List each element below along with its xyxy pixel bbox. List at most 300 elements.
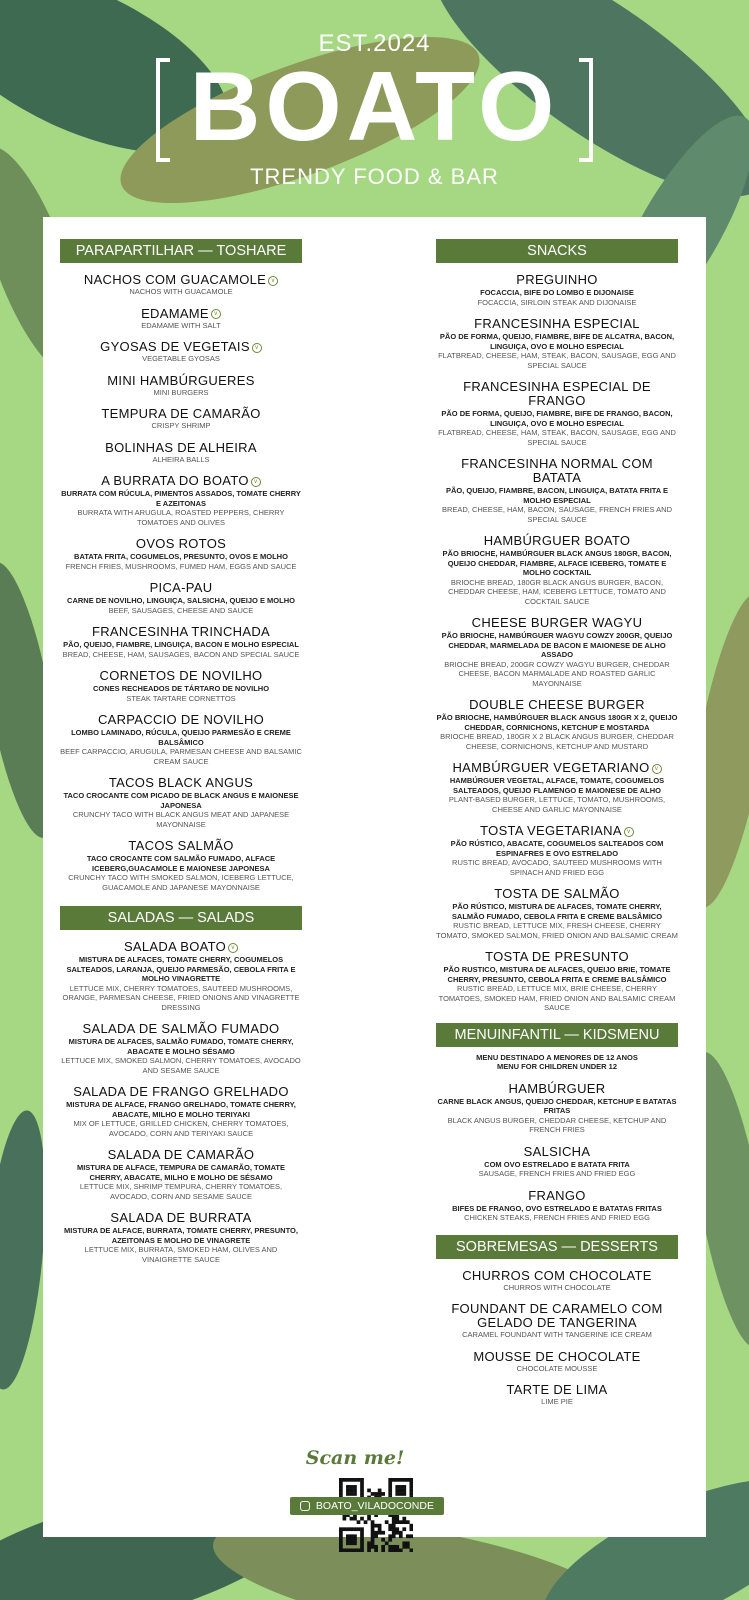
qr-module: [360, 1527, 364, 1531]
menu-item-description-pt: PÃO BRIOCHE, HAMBÚRGUER BLACK ANGUS 180GR X 2, QUEIJO CHEDDAR, CORNICHONS, KETCHUP E MOSTARDA: [436, 713, 678, 732]
menu-item-description-en: LETTUCE MIX, CHERRY TOMATOES, SAUTEED MUSHROOMS, ORANGE, PARMESAN CHEESE, FRIED ONIONS AND VINAGRETTE DRESSING: [62, 983, 300, 1012]
menu-item-name: [436, 887, 678, 901]
qr-module: [346, 1485, 350, 1489]
menu-item: [436, 950, 678, 1013]
menu-item-description-en: BREAD, CHEESE, HAM, BACON, SAUSAGE, FRENCH FRIES AND SPECIAL SAUCE: [441, 505, 673, 524]
qr-module: [367, 1545, 371, 1549]
qr-module: [392, 1524, 396, 1528]
qr-module: [388, 1527, 392, 1531]
qr-module: [339, 1478, 343, 1482]
qr-module: [350, 1548, 354, 1552]
menu-item-description-en: LETTUCE MIX, BURRATA, SMOKED HAM, OLIVES AND VINAIGRETTE SAUCE: [84, 1245, 278, 1264]
menu-item-description-pt: PÃO RUSTICO, MISTURA DE ALFACES, QUEIJO BRIE, TOMATE CHERRY, PRESUNTO, CEBOLA FRITA E CREME BALSÂMICO: [443, 965, 671, 984]
qr-module: [353, 1489, 357, 1493]
menu-item: [436, 317, 678, 370]
qr-module: [381, 1538, 385, 1542]
menu-item-description-pt: BIFES DE FRANGO, OVO ESTRELADO E BATATAS FRITAS: [452, 1203, 662, 1213]
menu-item-description-pt: PÃO BRIOCHE, HAMBÚRGUER WAGYU COWZY 200GR, QUEIJO CHEDDAR, MARMELADA DE BACON E MAIONESE DE ALHO ASSADO: [441, 631, 673, 659]
menu-item: [436, 616, 678, 688]
left-column: [60, 239, 302, 1264]
menu-item-description-en: RUSTIC BREAD, LETTUCE MIX, BRIE CHEESE, CHERRY TOMATOES, SMOKED HAM, FRIED ONION AND BALSAMIC CREAM SAUCE: [438, 984, 676, 1012]
menu-item-name: [436, 380, 678, 408]
qr-module: [371, 1534, 375, 1538]
menu-item: [60, 374, 302, 398]
qr-module: [350, 1527, 354, 1531]
qr-module: [395, 1478, 399, 1482]
qr-module: [339, 1492, 343, 1496]
kids-list: [436, 1082, 678, 1223]
qr-module: [360, 1485, 364, 1489]
menu-item-name: [60, 340, 302, 354]
right-column: [436, 239, 678, 1407]
instagram-handle-text: BOATO_VILADOCONDE: [315, 1500, 434, 1512]
menu-item-description-pt: MISTURA DE ALFACES, SALMÃO FUMADO, TOMATE CHERRY, ABACATE E MOLHO SÉSAMO: [68, 1037, 294, 1056]
menu-item-name-text: GYOSAS DE VEGETAIS: [100, 339, 250, 354]
qr-module: [374, 1548, 378, 1552]
qr-module: [392, 1527, 396, 1531]
qr-module: [346, 1548, 350, 1552]
qr-module: [360, 1541, 364, 1545]
qr-module: [360, 1548, 364, 1552]
qr-module: [395, 1545, 399, 1549]
qr-module: [392, 1478, 396, 1482]
menu-item-name: [60, 713, 302, 727]
qr-module: [374, 1545, 378, 1549]
qr-module: [385, 1541, 389, 1545]
menu-item-name: [436, 1145, 678, 1159]
menu-item: [436, 761, 678, 814]
menu-item: [436, 1189, 678, 1223]
menu-item-name: [436, 1189, 678, 1203]
menu-item-name-text: OVOS ROTOS: [135, 536, 227, 551]
menu-item-name-text: SALADA DE CAMARÃO: [107, 1147, 255, 1162]
menu-item-description-pt: PÃO BRIOCHE, HAMBÚRGUER BLACK ANGUS 180GR, BACON, QUEIJO CHEDDAR, FIAMBRE, ALFACE ICEBERG, TOMATE E MOLHO COCKTAIL: [442, 549, 672, 577]
menu-item-name: [60, 1148, 302, 1162]
qr-module: [346, 1478, 350, 1482]
logo-bracket-right: [579, 58, 593, 162]
vegetarian-icon: v: [268, 276, 278, 286]
qr-module: [367, 1517, 371, 1521]
qr-module: [353, 1548, 357, 1552]
qr-module: [353, 1492, 357, 1496]
qr-module: [399, 1531, 403, 1535]
menu-item-name-text: TACOS BLACK ANGUS: [108, 775, 254, 790]
menu-item-name-text: SALSICHA: [523, 1143, 591, 1159]
menu-item-description-en: BRIOCHE BREAD, 180GR X 2 BLACK ANGUS BURGER, CHEDDAR CHEESE, CORNICHONS, KETCHUP AND MUSTARD: [440, 732, 674, 751]
menu-item-name-text: SALADA BOATO: [123, 939, 227, 954]
qr-module: [378, 1531, 382, 1535]
qr-module: [409, 1485, 413, 1489]
menu-item: [60, 441, 302, 465]
qr-module: [374, 1492, 378, 1496]
qr-module: [388, 1489, 392, 1493]
menu-item: [436, 1350, 678, 1374]
menu-item-name: [436, 616, 678, 630]
desserts-list: [436, 1269, 678, 1407]
menu-item-description-en: PLANT-BASED BURGER, LETTUCE, TOMATO, MUSHROOMS, CHEESE AND GARLIC MAYONNAISE: [448, 795, 666, 814]
menu-item-name: [60, 1022, 302, 1036]
menu-item-description-en: CRUNCHY TACO WITH SMOKED SALMON, ICEBERG LETTUCE, GUACAMOLE AND JAPANESE MAYONNAISE: [68, 873, 294, 892]
menu-item-description-en: FRENCH FRIES, MUSHROOMS, FUMED HAM, EGGS AND SAUCE: [65, 561, 297, 571]
qr-module: [388, 1485, 392, 1489]
qr-module: [346, 1541, 350, 1545]
menu-item-description-en: LIME PIE: [541, 1397, 573, 1406]
section-title-kids: MENUINFANTIL — KIDSMENU: [436, 1023, 678, 1047]
menu-item-name: [60, 374, 302, 388]
menu-item-description-pt: MISTURA DE ALFACE, FRANGO GRELHADO, TOMATE CHERRY, ABACATE, MILHO E MOLHO TERIYAKI: [66, 1100, 296, 1119]
menu-header: [0, 0, 749, 210]
qr-module: [360, 1517, 364, 1521]
qr-module: [350, 1489, 354, 1493]
qr-module: [388, 1478, 392, 1482]
qr-module: [371, 1541, 375, 1545]
menu-item-description-pt: BURRATA COM RÚCULA, PIMENTOS ASSADOS, TOMATE CHERRY E AZEITONAS: [61, 489, 301, 508]
menu-item-name: [436, 824, 678, 838]
logo-text: BOATO: [189, 51, 560, 161]
menu-item-name-text: CARPACCIO DE NOVILHO: [97, 712, 265, 727]
qr-module: [395, 1485, 399, 1489]
kids-note-en: MENU FOR CHILDREN UNDER 12: [496, 1062, 617, 1071]
menu-item-name: [60, 581, 302, 595]
qr-module: [378, 1489, 382, 1493]
tagline: TRENDY FOOD & BAR: [250, 164, 499, 189]
qr-module: [346, 1534, 350, 1538]
menu-item: [60, 940, 302, 1012]
qr-module: [371, 1524, 375, 1528]
qr-module: [406, 1541, 410, 1545]
qr-module: [353, 1517, 357, 1521]
menu-item-description-en: FLATBREAD, CHEESE, HAM, STEAK, BACON, SAUSAGE, EGG AND SPECIAL SAUCE: [438, 351, 676, 370]
menu-item-name: [436, 761, 678, 775]
qr-module: [367, 1548, 371, 1552]
menu-item-name-text: TOSTA VEGETARIANA: [480, 823, 622, 838]
qr-module: [402, 1492, 406, 1496]
qr-module: [395, 1520, 399, 1524]
menu-item-description-en: CRUNCHY TACO WITH BLACK ANGUS MEAT AND JAPANESE MAYONNAISE: [72, 810, 290, 829]
menu-item-description-pt: HAMBÚRGUER VEGETAL, ALFACE, TOMATE, COGUMELOS SALTEADOS, QUEIJO FLAMENGO E MAIONESE DE ALHO: [449, 776, 665, 795]
menu-item-description-en: BRIOCHE BREAD, 180GR BLACK ANGUS BURGER, BACON, CHEDDAR CHEESE, HAM, ICEBERG LETTUCE, TOMATO AND COCKTAIL SAUCE: [448, 577, 666, 606]
menu-panel: [43, 217, 706, 1537]
qr-module: [395, 1548, 399, 1552]
qr-module: [343, 1548, 347, 1552]
qr-module: [395, 1517, 399, 1521]
logo: [150, 51, 599, 164]
qr-module: [346, 1492, 350, 1496]
menu-item-name-text: SALADA DE SALMÃO FUMADO: [82, 1021, 280, 1036]
menu-item-name-text: HAMBÚRGUER VEGETARIANO: [452, 760, 650, 775]
instagram-icon: [300, 1501, 310, 1511]
menu-item-name-text: CORNETOS DE NOVILHO: [99, 668, 263, 683]
qr-module: [339, 1482, 343, 1486]
qr-module: [371, 1538, 375, 1542]
qr-module: [402, 1485, 406, 1489]
qr-module: [371, 1520, 375, 1524]
qr-module: [378, 1524, 382, 1528]
qr-module: [399, 1534, 403, 1538]
snacks-list: [436, 273, 678, 1013]
menu-item-name: [436, 1383, 678, 1397]
menu-item-description-en: CHOCOLATE MOUSSE: [516, 1363, 598, 1373]
menu-item-name: [60, 940, 302, 954]
menu-item-name: [60, 407, 302, 421]
menu-item: [60, 407, 302, 431]
menu-item-name: [436, 950, 678, 964]
qr-module: [357, 1548, 361, 1552]
qr-module: [339, 1531, 343, 1535]
qr-module: [353, 1538, 357, 1542]
menu-item: [436, 887, 678, 940]
qr-module: [381, 1548, 385, 1552]
qr-module: [353, 1541, 357, 1545]
menu-item-description-en: MIX OF LETTUCE, GRILLED CHICKEN, CHERRY TOMATOES, AVOCADO, CORN AND TERIYAKI SAUCE: [73, 1119, 289, 1138]
qr-module: [374, 1531, 378, 1535]
menu-item-name-text: NACHOS COM GUACAMOLE: [83, 272, 267, 287]
menu-item-name-text: TOSTA DE SALMÃO: [494, 886, 620, 901]
qr-module: [399, 1492, 403, 1496]
qr-module: [406, 1520, 410, 1524]
established-year: EST.2024: [318, 30, 431, 57]
menu-item: [60, 340, 302, 364]
qr-module: [357, 1520, 361, 1524]
qr-module: [402, 1545, 406, 1549]
menu-item-name-text: EDAMAME: [141, 305, 209, 321]
qr-code[interactable]: [339, 1478, 413, 1552]
qr-module: [360, 1531, 364, 1535]
menu-item-name: [436, 698, 678, 712]
menu-item: [60, 713, 302, 766]
qr-module: [392, 1545, 396, 1549]
qr-module: [395, 1489, 399, 1493]
qr-module: [374, 1534, 378, 1538]
menu-item-description-en: BRIOCHE BREAD, 200GR COWZY WAGYU BURGER, CHEDDAR CHEESE, BACON MARMALADE AND ROASTED GARLIC MAYONNAISE: [444, 659, 670, 688]
qr-module: [388, 1524, 392, 1528]
qr-module: [388, 1482, 392, 1486]
qr-module: [350, 1538, 354, 1542]
menu-item-name: [436, 1302, 678, 1330]
qr-module: [343, 1478, 347, 1482]
menu-item-description-en: CHURROS WITH CHOCOLATE: [503, 1282, 611, 1292]
qr-module: [406, 1545, 410, 1549]
menu-item-name-text: MOUSSE DE CHOCOLATE: [473, 1348, 641, 1364]
menu-item-description-en: BEEF CARPACCIO, ARUGULA, PARMESAN CHEESE AND BALSAMIC CREAM SAUCE: [60, 747, 302, 766]
menu-item-name-text: PREGUINHO: [516, 272, 598, 287]
qr-module: [339, 1548, 343, 1552]
qr-module: [381, 1492, 385, 1496]
section-title-share: PARAPARTILHAR — TOSHARE: [60, 239, 302, 263]
menu-item-name-text: TARTE DE LIMA: [506, 1382, 608, 1397]
qr-module: [346, 1527, 350, 1531]
vegetarian-icon: v: [652, 764, 662, 774]
menu-item: [60, 669, 302, 703]
menu-item-name-text: CHURROS COM CHOCOLATE: [462, 1267, 652, 1283]
qr-module: [371, 1492, 375, 1496]
vegetarian-icon: v: [251, 477, 261, 487]
menu-item-description-pt: TACO CROCANTE COM SALMÃO FUMADO, ALFACE ICEBERG,GUACAMOLE E MAIONESE JAPONESA: [86, 854, 276, 873]
qr-module: [392, 1520, 396, 1524]
qr-module: [399, 1520, 403, 1524]
qr-module: [360, 1538, 364, 1542]
qr-module: [399, 1478, 403, 1482]
menu-item-name-text: TOSTA DE PRESUNTO: [485, 949, 629, 964]
menu-item-description-pt: TACO CROCANTE COM PICADO DE BLACK ANGUS E MAIONESE JAPONESA: [63, 791, 299, 810]
menu-item-description-en: SAUSAGE, FRENCH FRIES AND FRIED EGG: [478, 1169, 636, 1178]
qr-module: [360, 1492, 364, 1496]
menu-item: [60, 776, 302, 829]
menu-item-description-en: LETTUCE MIX, SMOKED SALMON, CHERRY TOMATOES, AVOCADO AND SESAME SAUCE: [61, 1056, 301, 1075]
menu-item: [60, 1148, 302, 1201]
qr-module: [339, 1489, 343, 1493]
menu-item-name-text: FRANGO: [528, 1187, 586, 1203]
vegetarian-icon: v: [211, 309, 221, 319]
qr-module: [399, 1548, 403, 1552]
menu-item-description-en: NACHOS WITH GUACAMOLE: [129, 287, 233, 296]
menu-item-description-pt: CARNE DE NOVILHO, LINGUIÇA, SALSICHA, QUEIJO E MOLHO: [67, 596, 295, 605]
menu-item-description-en: ALHEIRA BALLS: [152, 454, 210, 464]
qr-module: [343, 1517, 347, 1521]
qr-module: [409, 1489, 413, 1493]
menu-item-description-pt: PÃO DE FORMA, QUEIJO, FIAMBRE, BIFE DE FRANGO, BACON, LINGUIÇA, OVO E MOLHO ESPECIAL: [441, 409, 673, 428]
qr-module: [353, 1478, 357, 1482]
qr-module: [406, 1478, 410, 1482]
instagram-handle[interactable]: [290, 1497, 444, 1515]
menu-item-description-pt: PÃO, QUEIJO, FIAMBRE, BACON, LINGUIÇA, BATATA FRITA E MOLHO ESPECIAL: [445, 486, 669, 505]
menu-item-description-pt: BATATA FRITA, COGUMELOS, PRESUNTO, OVOS E MOLHO: [74, 552, 288, 561]
menu-item-name-text: HAMBÚRGUER BOATO: [483, 533, 631, 548]
menu-item-name-text: FRANCESINHA ESPECIAL DE FRANGO: [463, 379, 651, 408]
qr-module: [388, 1548, 392, 1552]
qr-module: [371, 1545, 375, 1549]
qr-module: [402, 1478, 406, 1482]
menu-item-description-en: BURRATA WITH ARUGULA, ROASTED PEPPERS, CHERRY TOMATOES AND OLIVES: [77, 508, 285, 527]
menu-item-description-pt: CONES RECHEADOS DE TÁRTARO DE NOVILHO: [92, 684, 270, 693]
qr-module: [402, 1489, 406, 1493]
qr-module: [350, 1541, 354, 1545]
qr-module: [381, 1545, 385, 1549]
qr-module: [339, 1534, 343, 1538]
menu-item-description-pt: PÃO RÚSTICO, ABACATE, COGUMELOS SALTEADOS COM ESPINAFRES E OVO ESTRELADO: [450, 839, 664, 858]
menu-item: [60, 839, 302, 892]
menu-item-description-en: FOCACCIA, SIRLOIN STEAK AND DIJONAISE: [477, 297, 637, 307]
qr-module: [367, 1541, 371, 1545]
menu-item-name-text: TEMPURA DE CAMARÃO: [101, 406, 261, 421]
qr-module: [357, 1527, 361, 1531]
qr-module: [392, 1531, 396, 1535]
qr-module: [392, 1534, 396, 1538]
salads-list: [60, 940, 302, 1264]
qr-module: [371, 1527, 375, 1531]
menu-item: [436, 1269, 678, 1293]
menu-item-description-pt: PÃO RÚSTICO, MISTURA DE ALFACES, TOMATE CHERRY, SALMÃO FUMADO, CEBOLA FRITA E CREME BALSÂMICO: [451, 902, 663, 921]
qr-module: [357, 1478, 361, 1482]
kids-note-pt: MENU DESTINADO A MENORES DE 12 ANOS: [476, 1052, 638, 1062]
qr-module: [395, 1527, 399, 1531]
menu-item-description-en: LETTUCE MIX, SHRIMP TEMPURA, CHERRY TOMATOES, AVOCADO, CORN AND SESAME SAUCE: [79, 1182, 283, 1201]
menu-item: [436, 698, 678, 751]
menu-item-name: [436, 317, 678, 331]
menu-item-description-en: BREAD, CHEESE, HAM, SAUSAGES, BACON AND SPECIAL SAUCE: [62, 649, 300, 659]
qr-module: [409, 1492, 413, 1496]
qr-module: [409, 1548, 413, 1552]
qr-module: [339, 1545, 343, 1549]
menu-item-description-pt: LOMBO LAMINADO, RÚCULA, QUEIJO PARMESÃO E CREME BALSÂMICO: [71, 728, 291, 747]
menu-item-name-text: CHEESE BURGER WAGYU: [471, 615, 643, 630]
menu-item-name: [60, 441, 302, 455]
qr-module: [339, 1527, 343, 1531]
qr-module: [339, 1538, 343, 1542]
menu-item-name: [60, 625, 302, 639]
qr-module: [385, 1520, 389, 1524]
menu-item-name: [60, 669, 302, 683]
menu-item-description-pt: CARNE BLACK ANGUS, QUEIJO CHEDDAR, KETCHUP E BATATAS FRITAS: [437, 1096, 677, 1115]
qr-module: [371, 1531, 375, 1535]
menu-item-name: [60, 1085, 302, 1099]
qr-module: [350, 1478, 354, 1482]
qr-module: [353, 1485, 357, 1489]
qr-module: [378, 1492, 382, 1496]
menu-item-name-text: FRANCESINHA TRINCHADA: [92, 624, 270, 639]
menu-item: [60, 1085, 302, 1138]
menu-item: [436, 273, 678, 307]
menu-item-description-en: FLATBREAD, CHEESE, HAM, STEAK, BACON, SAUSAGE, EGG AND SPECIAL SAUCE: [438, 428, 676, 447]
menu-item-description-en: MINI BURGERS: [153, 387, 209, 397]
menu-item-name: [436, 1082, 678, 1096]
qr-module: [353, 1527, 357, 1531]
menu-item-description-en: BEEF, SAUSAGES, CHEESE AND SAUCE: [108, 605, 254, 615]
menu-item-description-pt: MISTURA DE ALFACE, BURRATA, TOMATE CHERRY, PRESUNTO, AZEITONAS E MOLHO DE VINAGRETE: [64, 1226, 298, 1245]
menu-item-name: [436, 457, 678, 485]
menu-item-description-en: STEAK TARTARE CORNETTOS: [126, 693, 236, 703]
menu-item-name-text: HAMBÚRGUER: [508, 1080, 606, 1096]
qr-module: [339, 1485, 343, 1489]
share-list: [60, 273, 302, 892]
scan-block: [285, 1447, 425, 1469]
qr-module: [409, 1482, 413, 1486]
qr-module: [350, 1492, 354, 1496]
qr-module: [360, 1489, 364, 1493]
qr-module: [406, 1534, 410, 1538]
menu-item-name-text: FRANCESINHA ESPECIAL: [474, 316, 640, 331]
section-title-snacks: SNACKS: [436, 239, 678, 263]
menu-item-description-en: EDAMAME WITH SALT: [141, 320, 221, 330]
kids-note: [436, 1053, 678, 1072]
qr-module: [402, 1520, 406, 1524]
qr-module: [360, 1478, 364, 1482]
vegetarian-icon: v: [252, 343, 262, 353]
menu-item-name-text: DOUBLE CHEESE BURGER: [469, 697, 645, 712]
menu-item-name: [436, 273, 678, 287]
menu-item: [436, 1145, 678, 1179]
menu-item-description-pt: MISTURA DE ALFACE, TEMPURA DE CAMARÃO, TOMATE CHERRY, ABACATE, MILHO E MOLHO DE SÉSAMO: [76, 1163, 286, 1182]
qr-module: [395, 1492, 399, 1496]
qr-module: [381, 1531, 385, 1535]
menu-item: [60, 1211, 302, 1264]
qr-module: [409, 1478, 413, 1482]
qr-module: [402, 1517, 406, 1521]
menu-item-name: [60, 273, 302, 287]
menu-item: [436, 534, 678, 606]
qr-module: [392, 1548, 396, 1552]
menu-item: [436, 1302, 678, 1340]
menu-item-name: [436, 1350, 678, 1364]
menu-item-description-en: CARAMEL FOUNDANT WITH TANGERINE ICE CREAM: [462, 1330, 652, 1339]
menu-item: [436, 1383, 678, 1407]
menu-item-name-text: MINI HAMBÚRGUERES: [107, 372, 255, 388]
menu-item-name: [60, 537, 302, 551]
qr-module: [353, 1534, 357, 1538]
menu-item: [60, 1022, 302, 1075]
menu-item: [60, 625, 302, 659]
menu-item-name-text: BOLINHAS DE ALHEIRA: [105, 439, 257, 455]
